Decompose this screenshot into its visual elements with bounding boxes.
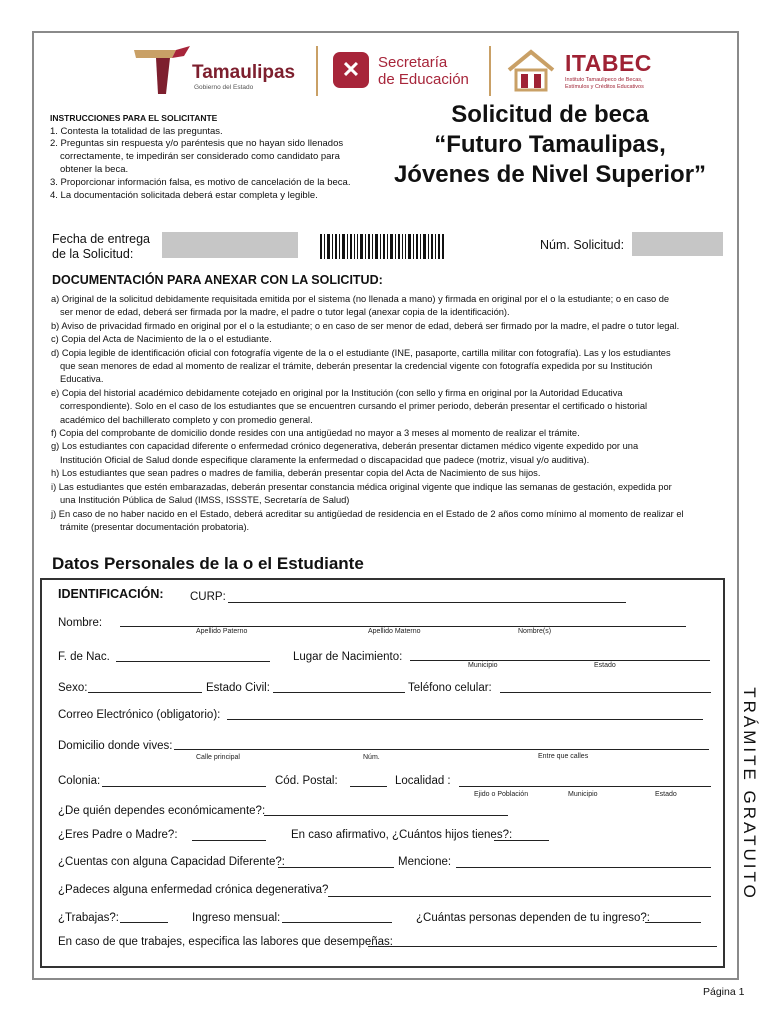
correo-field[interactable]	[227, 719, 703, 720]
doc-item: g) Los estudiantes con capacidad diferente o enfermedad crónico degenerativa, deberán presentar dictamen médico vigente expedido por una	[51, 441, 639, 452]
colonia-field[interactable]	[102, 786, 266, 787]
instructions	[50, 113, 375, 203]
trabajas-field[interactable]	[120, 922, 168, 923]
instruction-item-cont: correctamente, te impedirán ser considerado como candidato para	[60, 151, 340, 163]
fecha-entrega-label: Fecha de entrega de la Solicitud:	[52, 232, 150, 261]
personas-field[interactable]	[645, 922, 701, 923]
tamaulipas-name: Tamaulipas	[192, 62, 296, 83]
secretaria-line1: Secretaría	[378, 54, 448, 71]
tramite-gratuito-text: TRÁMITE GRATUITO	[740, 687, 759, 901]
logo-divider	[316, 46, 318, 96]
instructions-heading: INSTRUCCIONES PARA EL SOLICITANTE	[50, 113, 218, 123]
curp-label: CURP:	[190, 591, 226, 603]
lugar-nac-label: Lugar de Nacimiento:	[293, 651, 403, 663]
curp-field[interactable]	[228, 602, 626, 603]
ejido-caption: Ejido o Población	[474, 791, 529, 798]
doc-item: f) Copia del comprobante de domicilio donde resides con una antigüedad no mayor a 3 meses al momento de realizar el trámite.	[51, 428, 580, 439]
tamaulipas-logo	[130, 42, 310, 98]
depende-field[interactable]	[264, 815, 508, 816]
num-solicitud-field[interactable]	[632, 232, 723, 256]
doc-item-cont: correspondiente). Solo en el caso de los estudiantes que se encuentren cursando el primer periodo, deberán presentar el certificado o historial	[60, 401, 648, 412]
doc-item: e) Copia del historial académico debidamente cotejado en original por la Institución (con sello y firma en original por la Autoridad Educativa	[51, 387, 623, 398]
page-number: Página 1	[703, 986, 745, 998]
secretaria-line2: de Educación	[378, 71, 469, 88]
title-line: “Futuro Tamaulipas,	[434, 131, 666, 158]
mencione-field[interactable]	[456, 867, 711, 868]
nombres-caption: Nombre(s)	[518, 628, 552, 635]
estado-civil-label: Estado Civil:	[206, 682, 270, 694]
depende-label: ¿De quién dependes económicamente?:	[58, 805, 266, 817]
doc-item: a) Original de la solicitud debidamente requisitada emitida por el sistema (no llenada a mano) y firmada en original por el o la estudiante; o en caso de	[51, 294, 670, 304]
secretaria-logo	[333, 48, 483, 94]
localidad-field[interactable]	[459, 786, 711, 787]
tamaulipas-mark-icon	[132, 44, 192, 96]
mencione-label: Mencione:	[398, 856, 452, 868]
doc-item-cont: una Institución Pública de Salud (IMSS, ISSSTE, Secretaría de Salud)	[60, 495, 350, 506]
num-caption: Núm.	[363, 754, 380, 761]
cp-label: Cód. Postal:	[275, 775, 338, 787]
f-nac-field[interactable]	[116, 661, 270, 662]
page-title	[365, 100, 735, 190]
logo-divider	[489, 46, 491, 96]
sexo-label: Sexo:	[58, 682, 88, 694]
hijos-field[interactable]	[494, 840, 549, 841]
localidad-label: Localidad :	[395, 775, 451, 787]
docs-heading: DOCUMENTACIÓN PARA ANEXAR CON LA SOLICITUD:	[52, 273, 383, 287]
barcode-icon	[320, 234, 444, 259]
colonia-label: Colonia:	[58, 775, 101, 787]
identificacion-label: IDENTIFICACIÓN:	[58, 587, 164, 601]
datos-box	[40, 578, 725, 968]
padre-madre-field[interactable]	[192, 840, 266, 841]
hijos-label: En caso afirmativo, ¿Cuántos hijos tienes?:	[291, 829, 513, 841]
instruction-item: 1. Contesta la totalidad de las preguntas.	[50, 125, 223, 137]
title-line: Jóvenes de Nivel Superior”	[393, 161, 707, 188]
correo-label: Correo Electrónico (obligatorio):	[58, 709, 221, 721]
sexo-field[interactable]	[88, 692, 202, 693]
instruction-item-cont: obtener la beca.	[60, 164, 129, 176]
doc-item: b) Aviso de privacidad firmado en original por el o la estudiante; o en caso de ser menor de edad, deberá ser firmado por la madre, el padre o tutor legal.	[51, 320, 680, 331]
domicilio-field[interactable]	[174, 749, 709, 750]
doc-item-cont: Educativa.	[60, 374, 104, 385]
telefono-field[interactable]	[500, 692, 711, 693]
padre-madre-label: ¿Eres Padre o Madre?:	[58, 829, 178, 841]
itabec-sub: Instituto Tamaulipeco de Becas, Estímulos y Créditos Educativos	[565, 77, 644, 90]
instruction-item: 3. Proporcionar información falsa, es motivo de cancelación de la beca.	[50, 177, 351, 189]
tramite-gratuito-side	[734, 668, 764, 920]
estado-caption: Estado	[594, 662, 616, 669]
trabajas-label: ¿Trabajas?:	[58, 912, 119, 924]
doc-item: d) Copia legible de identificación oficial con fotografía vigente de la o el estudiante (INE, pasaporte, cartilla militar con fotografía). Las y los estudiantes	[51, 347, 671, 358]
ingreso-label: Ingreso mensual:	[192, 912, 281, 924]
docs-list	[51, 293, 724, 534]
datos-heading: Datos Personales de la o el Estudiante	[52, 554, 364, 573]
labores-label: En caso de que trabajes, especifica las labores que desempeñas:	[58, 936, 393, 948]
personas-label: ¿Cuántas personas dependen de tu ingreso?:	[416, 912, 650, 924]
doc-item: i) Las estudiantes que estén embarazadas, deberán presentar constancia médica original vigente que indique las semanas de gestación, expedida por	[51, 481, 672, 492]
nombre-label: Nombre:	[58, 617, 103, 629]
doc-item: j) En caso de no haber nacido en el Estado, deberá acreditar su antigüedad de residencia en el Estado de 2 años como mínimo al momento de realizar el	[51, 508, 684, 519]
instruction-item: 2. Preguntas sin respuesta y/o paréntesis que no hayan sido llenados	[50, 138, 344, 150]
ingreso-field[interactable]	[282, 922, 392, 923]
enfermedad-label: ¿Padeces alguna enfermedad crónica degenerativa?	[58, 884, 329, 896]
enfermedad-field[interactable]	[328, 896, 711, 897]
title-line: Solicitud de beca	[451, 101, 649, 128]
fecha-entrega-field[interactable]	[162, 232, 298, 258]
apellido-paterno-caption: Apellido Paterno	[196, 628, 248, 635]
apellido-materno-caption: Apellido Materno	[368, 628, 421, 635]
estado-caption: Estado	[655, 791, 677, 798]
capacidad-field[interactable]	[278, 867, 394, 868]
municipio-caption: Municipio	[568, 791, 598, 798]
doc-item: h) Los estudiantes que sean padres o madres de familia, deberán presentar copia del Acta de Nacimiento de sus hijos.	[51, 468, 541, 479]
estado-civil-field[interactable]	[273, 692, 405, 693]
f-nac-label: F. de Nac.	[58, 651, 110, 663]
itabec-logo	[505, 46, 665, 96]
instruction-item: 4. La documentación solicitada deberá estar completa y legible.	[50, 190, 318, 202]
doc-item-cont: trámite (presentar documentación probatoria).	[60, 521, 250, 532]
itabec-name: ITABEC	[565, 50, 652, 76]
doc-item-cont: que sean menores de edad al momento de realizar el trámite, deberán presentar la credencial vigente con fotografía expedida por su Institución	[60, 361, 653, 372]
domicilio-label: Domicilio donde vives:	[58, 740, 173, 752]
secretaria-mark-icon: ✕	[333, 52, 369, 88]
itabec-house-icon	[505, 48, 557, 94]
labores-field[interactable]	[368, 946, 717, 947]
telefono-label: Teléfono celular:	[408, 682, 492, 694]
num-solicitud-label: Núm. Solicitud:	[540, 238, 625, 252]
municipio-caption: Municipio	[468, 662, 498, 669]
lugar-nac-field[interactable]	[410, 660, 710, 661]
doc-item-cont: Institución Oficial de Salud donde especifique claramente la enfermedad o discapacidad que padece (motriz, visual y/o auditiva).	[60, 454, 590, 465]
nombre-field[interactable]	[120, 626, 686, 627]
capacidad-label: ¿Cuentas con alguna Capacidad Diferente?:	[58, 856, 285, 868]
cp-field[interactable]	[350, 786, 387, 787]
doc-item-cont: académico del bachillerato completo y con promedio general.	[60, 414, 313, 425]
doc-item: c) Copia del Acta de Nacimiento de la o el estudiante.	[51, 334, 272, 345]
entre-calles-caption: Entre que calles	[538, 753, 589, 760]
calle-caption: Calle principal	[196, 754, 240, 761]
doc-item-cont: ser menor de edad, deberá ser firmada por la madre, el padre o tutor legal (anexar copia de la identificación).	[60, 307, 510, 318]
tamaulipas-sub: Gobierno del Estado	[194, 84, 254, 91]
